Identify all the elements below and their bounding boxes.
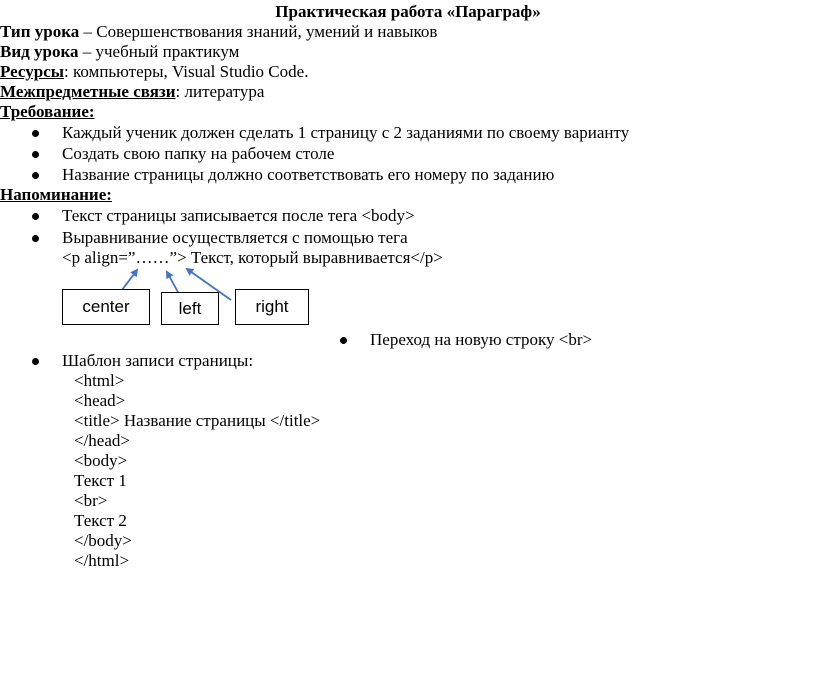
list-item: Название страницы должно соответствовать его номеру по заданию [62, 165, 554, 185]
list-item: Шаблон записи страницы: [62, 351, 253, 371]
code-line: <body> [74, 451, 128, 470]
center-box: center [62, 289, 150, 325]
list-item: Выравнивание осуществляется с помощью тега [62, 228, 408, 248]
right-box: right [235, 289, 309, 325]
list-item: Текст страницы записывается после тега <body> [62, 206, 415, 226]
code-line: <html> [74, 371, 125, 390]
arrow-center [122, 270, 137, 290]
bullet-icon [340, 337, 347, 344]
lesson-kind-text: – учебный практикум [78, 42, 240, 61]
list-item: Создать свою папку на рабочем столе [62, 144, 334, 164]
align-syntax-line: <p align=”……”> Текст, который выравнивается</p> [62, 248, 443, 267]
code-line: </body> [74, 531, 132, 550]
reminder-heading: Напоминание: [0, 185, 112, 204]
interdisciplinary-text: : литература [175, 82, 265, 101]
page-title: Практическая работа «Параграф» [275, 2, 541, 21]
resources-label: Ресурсы [0, 62, 65, 81]
code-line: <head> [74, 391, 126, 410]
lesson-kind-label: Вид урока [0, 42, 79, 61]
arrow-left [167, 272, 179, 294]
code-line: </html> [74, 551, 130, 570]
resources-text: : компьютеры, Visual Studio Code. [64, 62, 309, 81]
lesson-type-text: – Совершенствования знаний, умений и навыков [79, 22, 438, 41]
list-item: Каждый ученик должен сделать 1 страницу с 2 заданиями по своему варианту [62, 123, 629, 143]
code-line: <br> [74, 491, 108, 510]
list-item: Переход на новую строку <br> [370, 330, 592, 350]
requirements-heading: Требование: [0, 102, 95, 121]
code-line: </head> [74, 431, 130, 450]
code-line: <title> Название страницы </title> [74, 411, 321, 430]
code-line: Текст 1 [74, 471, 127, 490]
lesson-type-label: Тип урока [0, 22, 80, 41]
interdisciplinary-label: Межпредметные связи [0, 82, 176, 101]
code-line: Текст 2 [74, 511, 127, 530]
left-box: left [161, 292, 219, 325]
bullet-icon [32, 358, 39, 365]
